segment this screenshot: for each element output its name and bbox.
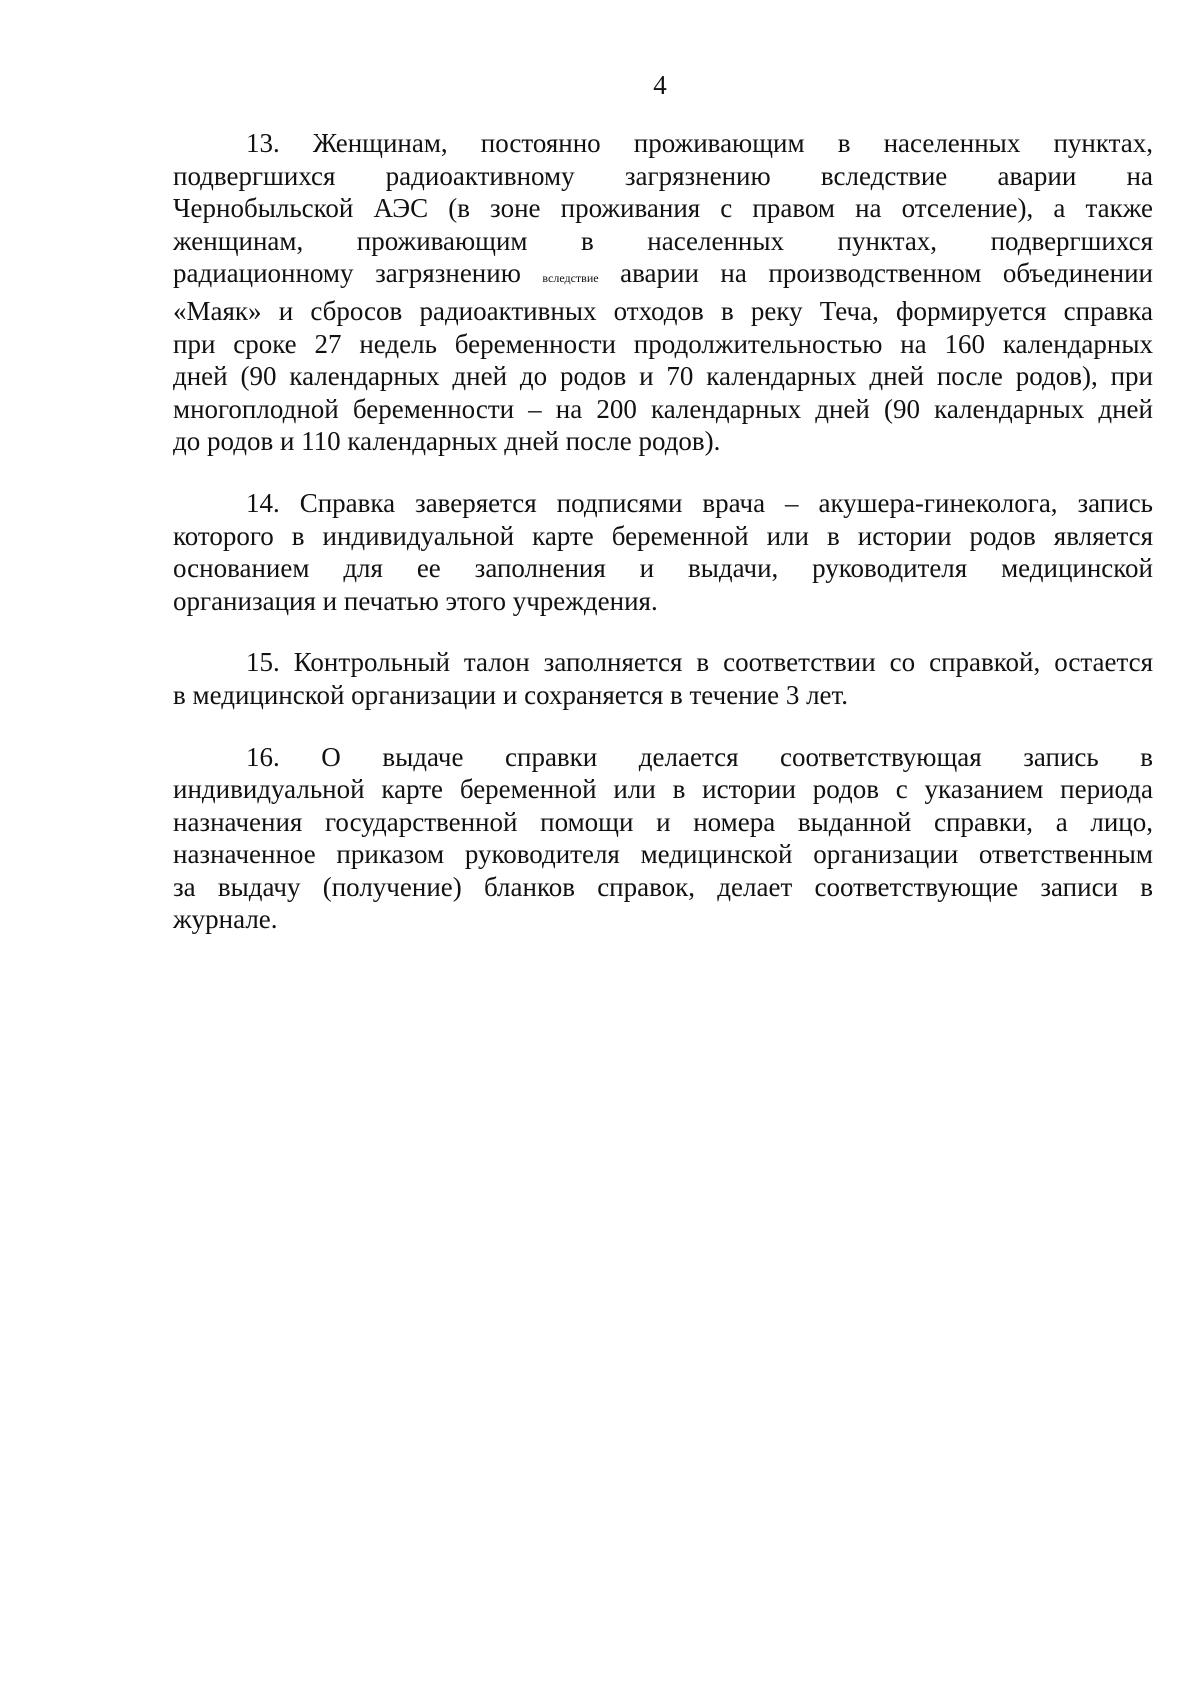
document-body	[173, 127, 1153, 965]
paragraph-line: 13. Женщинам, постоянно проживающим в населенных пунктах,	[246, 128, 1153, 158]
paragraph-line: основанием для ее заполнения и выдачи, руководителя медицинской	[173, 553, 1153, 584]
paragraph-line: 15. Контрольный талон заполняется в соответствии со справкой, остается	[246, 647, 1153, 678]
paragraph-line: Чернобыльской АЭС (в зоне проживания с правом на отселение), а также	[173, 193, 1153, 224]
paragraph-line: назначенное приказом руководителя медицинской организации ответственным	[173, 839, 1153, 870]
inline-small-word: вследствие	[542, 271, 599, 286]
paragraph-line: дней (90 календарных дней до родов и 70 календарных дней после родов), при	[173, 361, 1153, 392]
paragraph-line: 14. Справка заверяется подписями врача – акушера-гинеколога, запись	[246, 487, 1153, 518]
line-fragment: аварии на производственном объединении	[598, 258, 1153, 289]
paragraph-13	[173, 127, 1153, 458]
paragraph-14	[173, 487, 1153, 617]
paragraph-line: журнале.	[173, 904, 278, 935]
paragraph-line-with-inline-note	[173, 257, 1153, 295]
page-number: 4	[653, 70, 667, 100]
paragraph-line: женщинам, проживающим в населенных пунктах, подвергшихся	[173, 225, 1153, 256]
paragraph-line: при сроке 27 недель беременности продолжительностью на 160 календарных	[173, 328, 1153, 359]
paragraph-line: назначения государственной помощи и номера выданной справки, а лицо,	[173, 806, 1153, 837]
paragraph-line: до родов и 110 календарных дней после родов).	[173, 426, 721, 457]
paragraph-line: которого в индивидуальной карте беременной или в истории родов является	[173, 520, 1153, 551]
paragraph-line: в медицинской организации и сохраняется в течение 3 лет.	[173, 679, 849, 710]
paragraph-15	[173, 646, 1153, 711]
paragraph-16	[173, 741, 1153, 937]
paragraph-line: организация и печатью этого учреждения.	[173, 585, 658, 616]
paragraph-line: 16. О выдаче справки делается соответствующая запись в	[246, 741, 1153, 772]
line-fragment: радиационному загрязнению	[173, 258, 543, 289]
paragraph-line: индивидуальной карте беременной или в истории родов с указанием периода	[173, 774, 1153, 805]
paragraph-line: многоплодной беременности – на 200 календарных дней (90 календарных дней	[173, 393, 1153, 424]
paragraph-line: за выдачу (получение) бланков справок, делает соответствующие записи в	[173, 871, 1153, 902]
paragraph-line: подвергшихся радиоактивному загрязнению вследствие аварии на	[173, 160, 1153, 191]
paragraph-line: «Маяк» и сбросов радиоактивных отходов в реку Теча, формируется справка	[173, 295, 1153, 326]
